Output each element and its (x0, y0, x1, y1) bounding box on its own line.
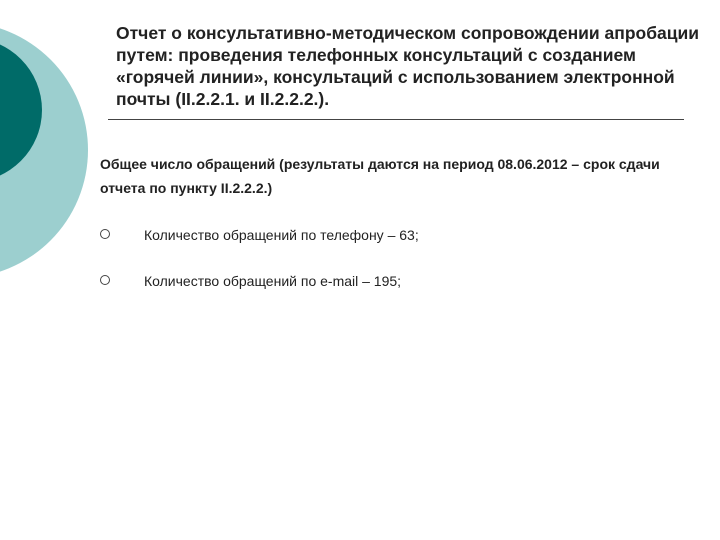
slide-title: Отчет о консультативно-методическом сопровождении апробации путем: проведения телефонных консультаций с созданием «горячей линии», консультаций с использованием электронной почты (II.2.2.1. и II.2.2.2.). (116, 23, 700, 109)
bullet-list (100, 225, 700, 317)
bullet-text-phone: Количество обращений по телефону – 63; (144, 227, 419, 243)
circle-bullet-icon (100, 275, 110, 285)
list-item (100, 225, 700, 271)
summary-text: Общее число обращений (результаты даются на период 08.06.2012 – срок сдачи отчета по пункту II.2.2.2.) (100, 156, 660, 196)
circle-bullet-icon (100, 229, 110, 239)
list-item (100, 271, 700, 317)
bullet-text-email: Количество обращений по e-mail – 195; (144, 273, 402, 289)
title-divider (108, 119, 684, 120)
